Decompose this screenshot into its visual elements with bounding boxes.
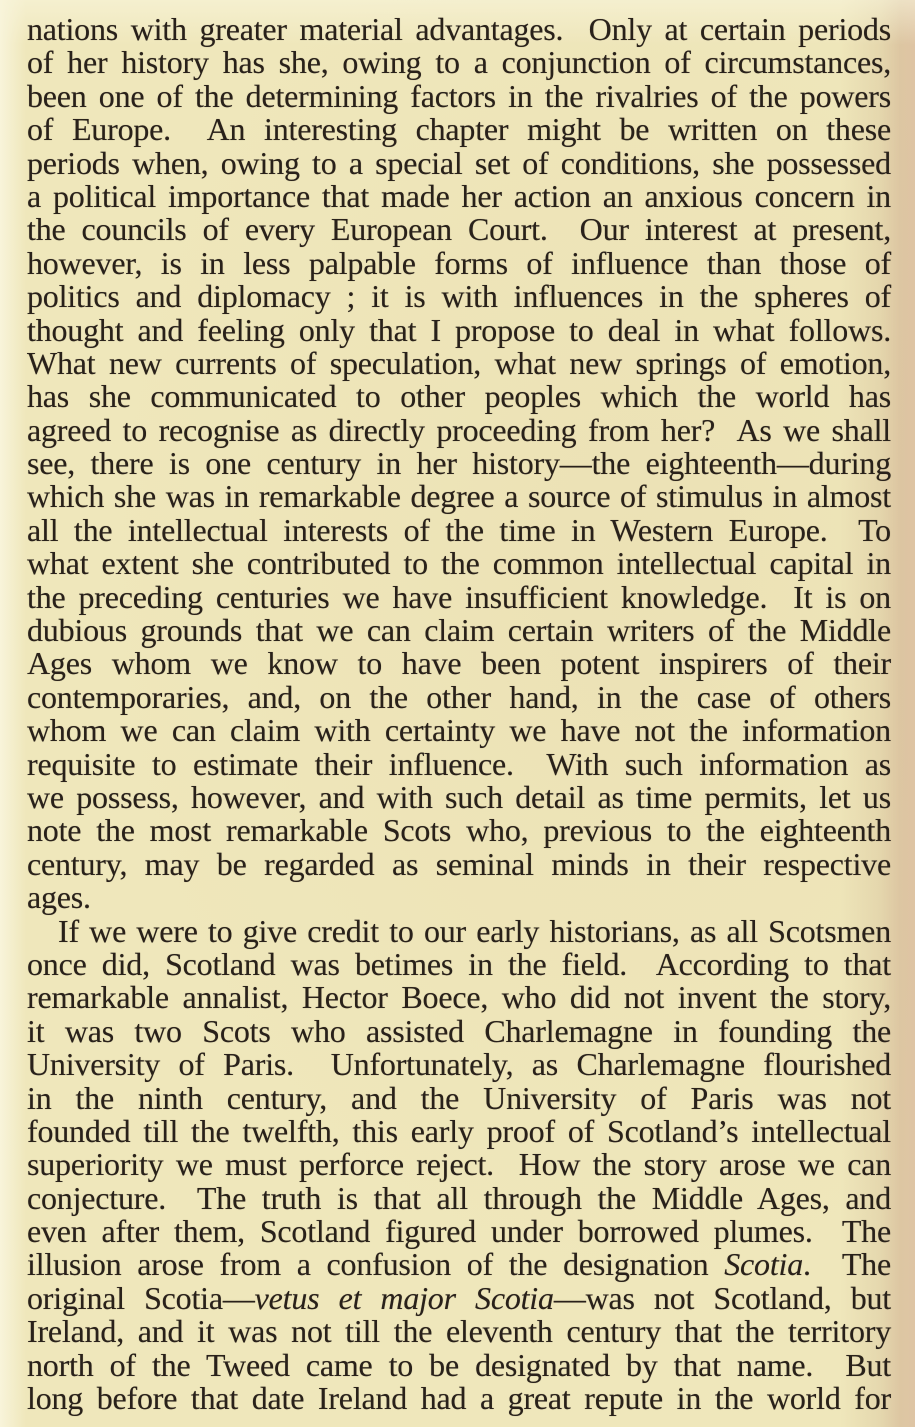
- text-line: [27, 280, 891, 313]
- text-line: [27, 1048, 891, 1081]
- text-line: [27, 311, 891, 348]
- text-run: conjecture. The truth is that all through the Middle Ages, and: [27, 1179, 891, 1216]
- text-run: north of the Tweed came to be designated by that name. But: [27, 1346, 891, 1383]
- text-line: [27, 244, 891, 281]
- text-run: contemporaries, and, on the other hand, in the case of others: [27, 678, 891, 715]
- text-line: [27, 144, 891, 181]
- text-line: [27, 912, 891, 949]
- text-line: [27, 213, 891, 246]
- text-line: [27, 1279, 891, 1316]
- text-run: periods when, owing to a special set of conditions, she possessed: [27, 144, 891, 181]
- text-run: nations with greater material advantages. Only at certain periods: [27, 11, 891, 47]
- text-line: [27, 1382, 891, 1415]
- text-line: [27, 881, 891, 914]
- text-line: [27, 1079, 891, 1116]
- text-run: Ireland, and it was not till the eleventh century that the territory: [27, 1313, 891, 1350]
- text-line: [27, 547, 891, 580]
- text-run: What new currents of speculation, what new springs of emotion,: [27, 344, 891, 381]
- text-run: it was two Scots who assisted Charlemagne in founding the: [27, 1012, 891, 1049]
- italic-text-run: vetus et major Scotia: [254, 1279, 554, 1316]
- text-run: superiority we must perforce reject. How the story arose we can: [27, 1146, 891, 1183]
- text-run: of Europe. An interesting chapter might be written on these: [27, 111, 891, 148]
- text-run: Ages whom we know to have been potent inspirers of their: [27, 645, 891, 682]
- text-run: once did, Scotland was betimes in the field. According to that: [27, 945, 891, 982]
- text-run: University of Paris. Unfortunately, as Charlemagne flourished: [27, 1046, 891, 1083]
- text-line: [27, 177, 891, 214]
- text-run: been one of the determining factors in the rivalries of the powers: [27, 77, 891, 114]
- text-run: original Scotia—: [27, 1279, 255, 1316]
- text-run: illusion arose from a confusion of the designation: [27, 1246, 725, 1283]
- text-line: [27, 614, 891, 647]
- text-run: thought and feeling only that I propose to deal in what follows.: [27, 311, 891, 348]
- text-run: century, may be regarded as seminal minds in their respective: [27, 845, 891, 882]
- text-line: [27, 814, 891, 847]
- text-run: note the most remarkable Scots who, previous to the eighteenth: [27, 812, 891, 849]
- text-run: which she was in remarkable degree a source of stimulus in almost: [27, 478, 891, 515]
- text-line: [27, 13, 891, 46]
- text-line: [27, 480, 891, 513]
- text-run: we possess, however, and with such detail as time permits, let us: [27, 778, 891, 815]
- text-run: what extent she contributed to the common intellectual capital in: [27, 545, 891, 582]
- text-line: [27, 745, 891, 782]
- text-line: [27, 647, 891, 680]
- text-run: the councils of every European Court. Our interest at present,: [27, 211, 891, 248]
- text-run: whom we can claim with certainty we have not the information: [27, 712, 891, 749]
- text-line: [27, 1012, 891, 1049]
- text-run: even after them, Scotland figured under borrowed plumes. The: [27, 1213, 891, 1250]
- text-run: ages.: [27, 879, 91, 916]
- text-line: [27, 511, 891, 548]
- text-line: [27, 1215, 891, 1248]
- text-run: however, is in less palpable forms of influence than those of: [27, 244, 891, 281]
- text-run: politics and diplomacy ; it is with influences in the spheres of: [27, 278, 891, 315]
- text-run: requisite to estimate their influence. With such information as: [27, 745, 891, 782]
- text-run: a political importance that made her action an anxious concern in: [27, 177, 891, 214]
- text-run: —was not Scotland, but: [553, 1279, 891, 1316]
- text-line: [27, 411, 891, 448]
- text-run: in the ninth century, and the University of Paris was not: [27, 1079, 891, 1116]
- text-line: [27, 344, 891, 381]
- text-line: [27, 945, 891, 982]
- text-line: [27, 77, 891, 114]
- text-line: [27, 981, 891, 1014]
- text-line: [27, 380, 891, 413]
- text-run: If we were to give credit to our early historians, as all Scotsmen: [58, 912, 891, 949]
- text-line: [27, 578, 891, 615]
- page-text: [27, 13, 891, 1415]
- text-run: dubious grounds that we can claim certain writers of the Middle: [27, 612, 891, 649]
- italic-text-run: Scotia: [724, 1246, 804, 1283]
- text-run: remarkable annalist, Hector Boece, who did not invent the story,: [27, 979, 891, 1016]
- text-line: [27, 1346, 891, 1383]
- text-run: has she communicated to other peoples which the world has: [27, 378, 891, 415]
- text-line: [27, 714, 891, 747]
- text-line: [27, 1179, 891, 1216]
- text-run: long before that date Ireland had a great repute in the world for: [27, 1380, 891, 1417]
- text-run: all the intellectual interests of the time in Western Europe. To: [27, 511, 891, 548]
- text-line: [27, 1148, 891, 1181]
- text-run: . The: [803, 1246, 891, 1283]
- text-run: of her history has she, owing to a conjunction of circumstances,: [27, 44, 891, 81]
- text-run: see, there is one century in her history—the eighteenth—during: [27, 445, 891, 482]
- text-run: agreed to recognise as directly proceeding from her? As we shall: [27, 411, 891, 448]
- text-line: [27, 46, 891, 79]
- text-line: [27, 678, 891, 715]
- text-line: [27, 113, 891, 146]
- text-line: [27, 778, 891, 815]
- text-line: [27, 447, 891, 480]
- text-line: [27, 1315, 891, 1348]
- text-run: the preceding centuries we have insufficient knowledge. It is on: [27, 578, 891, 615]
- text-run: founded till the twelfth, this early proof of Scotland’s intellectual: [27, 1112, 891, 1149]
- text-line: [27, 1248, 891, 1281]
- text-line: [27, 1112, 891, 1149]
- text-line: [27, 845, 891, 882]
